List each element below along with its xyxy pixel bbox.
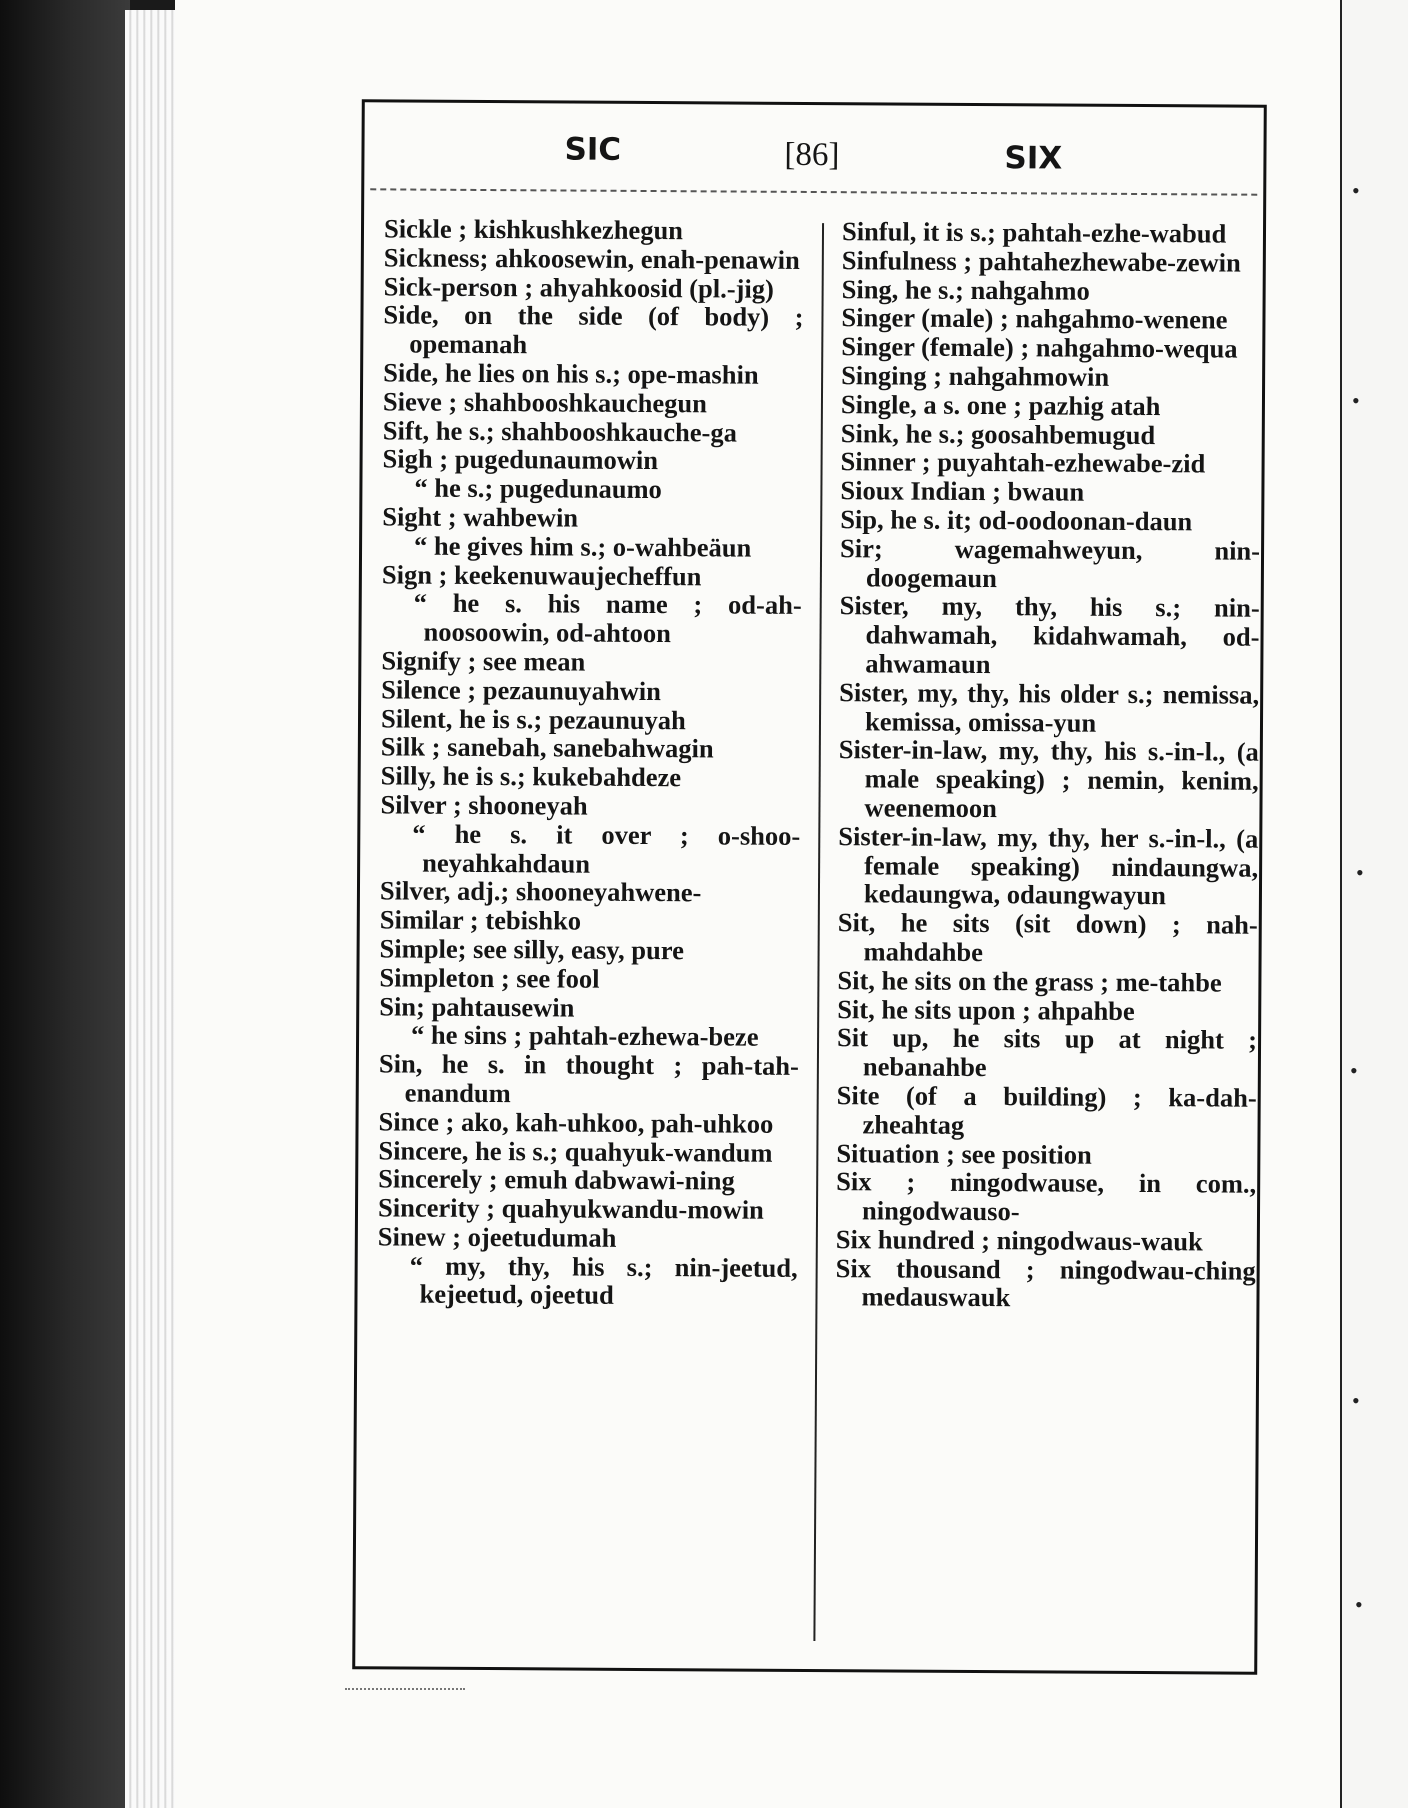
entry: Silent, he is s.; pezaunuyah (380, 702, 686, 735)
entry: Side, he lies on his s.; ope-mashin (383, 357, 759, 390)
entry: Sincerely ; emuh dabwawi-ning (378, 1163, 735, 1196)
entry: Since ; ako, kah-uhkoo, pah-uhkoo (378, 1106, 774, 1139)
below-frame-mark (345, 1688, 465, 1690)
entry: Sight ; wahbewin (382, 501, 579, 533)
entry: Sinner ; puyahtah-ezhewabe-zid (840, 446, 1206, 479)
entry: “ my, thy, his s.; nin-jeetud, kejeetud, ojeetud (409, 1250, 798, 1311)
entry: Similar ; tebishko (379, 904, 582, 936)
entry: Six thousand ; ningodwau-ching medauswauk (835, 1252, 1256, 1313)
entry: Sip, he s. it; od-oodoonan-daun (840, 504, 1193, 537)
entry: “ he s. it over ; o-shoo-neyahkahdaun (412, 818, 801, 879)
entry: “ he s.; pugedunaumo (414, 472, 662, 505)
entry: Sigh ; pugedunaumowin (382, 443, 659, 476)
entry: Sister-in-law, my, thy, her s.-in-l., (a female speaking) nindaungwa, kedaungwa, odaungwayun (838, 820, 1259, 911)
left-column (377, 214, 804, 1311)
background-dark-area (0, 0, 130, 1808)
left-guide-word: SIC (564, 131, 622, 168)
entry: Singer (male) ; nahgahmo-wenene (841, 302, 1228, 335)
entry: Singer (female) ; nahgahmo-wequa (841, 331, 1238, 364)
book-page-edges (125, 10, 180, 1808)
entry: Sing, he s.; nahgahmo (841, 273, 1090, 306)
entry: Sioux Indian ; bwaun (840, 475, 1085, 507)
entry: Sift, he s.; shahbooshkauche-ga (382, 414, 738, 448)
facing-page-edge (1340, 0, 1408, 1808)
entry: Silver, adj.; shooneyahwene- (379, 875, 702, 908)
dictionary-page-frame (352, 99, 1267, 1674)
entry: Sir; wagemahweyun, nin-doogemaun (839, 532, 1261, 593)
entry: Six ; ningodwause, in com., ningodwauso- (836, 1166, 1257, 1227)
entry: Sign ; keekenuwaujecheffun (381, 558, 702, 591)
entry: Sinew ; ojeetudumah (377, 1221, 617, 1253)
entry: Signify ; see mean (381, 645, 586, 677)
entry: Singing ; nahgahmowin (841, 360, 1110, 392)
entry: Simple; see silly, easy, pure (379, 933, 684, 966)
entry: Simpleton ; see fool (379, 962, 600, 994)
entry: Sickle ; kishkushkezhegun (383, 213, 684, 246)
entry: Sister-in-law, my, thy, his s.-in-l., (a male speaking) ; nemin, kenim, weenemoon (838, 734, 1259, 824)
entry: Sit, he sits upon ; ahpahbe (837, 993, 1135, 1026)
page-number: [86] (784, 136, 840, 174)
entry: Sit up, he sits up at night ; nebanahbe (836, 1022, 1258, 1083)
entry: Sin; pahtausewin (379, 990, 575, 1023)
entry: Sincere, he is s.; quahyuk-wandum (378, 1134, 773, 1168)
entry: Situation ; see position (836, 1137, 1092, 1170)
entry: Sister, my, thy, his older s.; nemissa, kemissa, omissa-yun (839, 676, 1260, 738)
entry: “ he gives him s.; o-wahbeäun (413, 530, 752, 563)
right-column (835, 217, 1262, 1314)
entry: “ he s. his name ; od-ah-noosoowin, od-ahtoon (413, 587, 802, 649)
page-header (364, 102, 1264, 193)
entry: Silver ; shooneyah (380, 789, 588, 821)
entry: Sinful, it is s.; pahtah-ezhe-wabud (841, 216, 1227, 249)
entry: Silly, he is s.; kukebahdeze (380, 760, 682, 793)
entry: Sickness; ahkoosewin, enah-penawin (383, 242, 800, 275)
entry: Sit, he sits (sit down) ; nah-mahdahbe (837, 907, 1258, 967)
entry: Sieve ; shahbooshkauchegun (382, 386, 708, 419)
right-guide-word: SIX (1004, 140, 1063, 177)
entry: Sin, he s. in thought ; pah-tah-enandum (378, 1048, 799, 1109)
entry: “ he sins ; pahtah-ezhewa-beze (410, 1019, 759, 1053)
entry: Silence ; pezaunuyahwin (381, 674, 662, 706)
entry: Sinfulness ; pahtahezhewabe-zewin (841, 244, 1241, 278)
entry: Silk ; sanebah, sanebahwagin (380, 731, 714, 764)
entry: Sincerity ; quahyukwandu-mowin (377, 1192, 764, 1225)
entry: Sit, he sits on the grass ; me-tahbe (837, 964, 1222, 998)
entry: Sick-person ; ahyahkoosid (pl.-jig) (383, 270, 774, 304)
entry: Sister, my, thy, his s.; nin-dahwamah, kidahwamah, od-ahwamaun (839, 590, 1260, 680)
entry: Site (of a building) ; ka-dah-zheahtag (836, 1080, 1257, 1140)
column-divider (813, 223, 824, 1641)
entry: Sink, he s.; goosahbemugud (840, 417, 1156, 450)
entry: Side, on the side (of body) ; opemanah (383, 299, 804, 360)
entry: Six hundred ; ningodwaus-wauk (835, 1224, 1203, 1257)
entry: Single, a s. one ; pazhig atah (840, 388, 1161, 421)
